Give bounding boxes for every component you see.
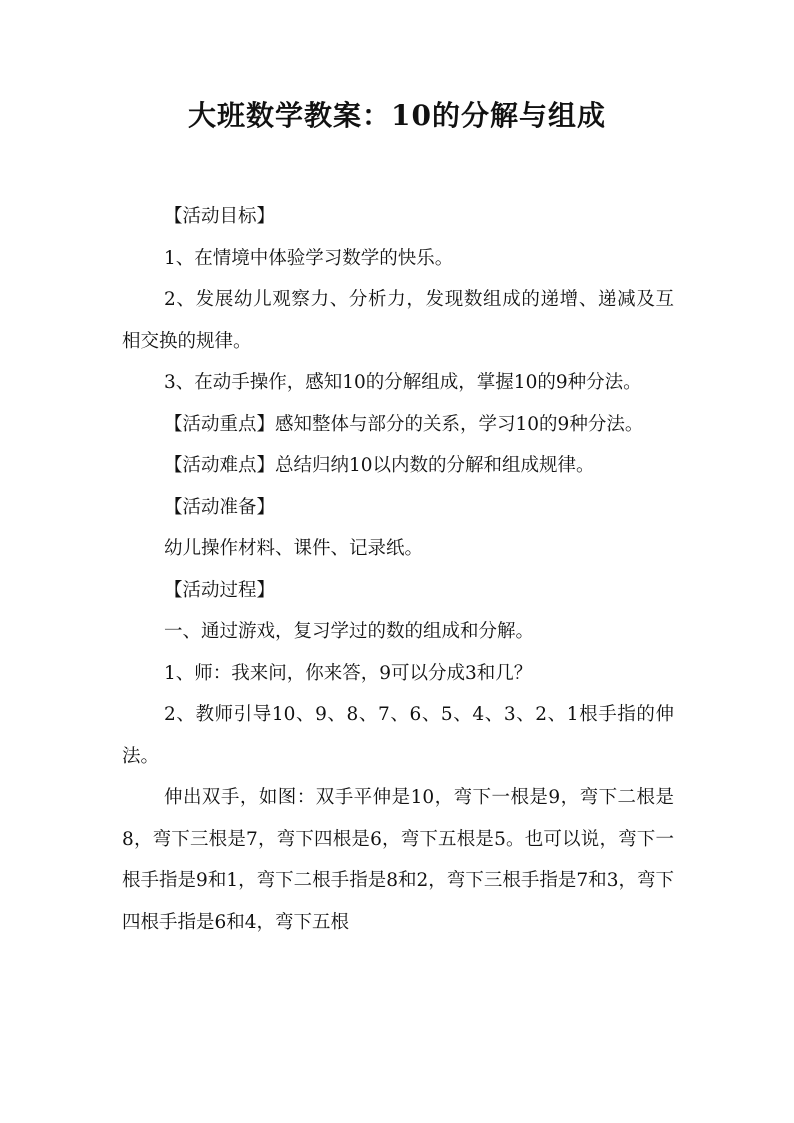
document-body — [122, 196, 674, 943]
paragraph-activity-goals-heading: 【活动目标】 — [164, 206, 276, 227]
paragraph-process-substep-2: 2、教师引导10、9、8、7、6、5、4、3、2、1根手指的伸法。 — [122, 704, 674, 767]
paragraph-preparation: 幼儿操作材料、课件、记录纸。 — [164, 538, 424, 559]
paragraph-preparation-heading: 【活动准备】 — [164, 496, 276, 518]
paragraph-goal-1: 1、在情境中体验学习数学的快乐。 — [164, 247, 454, 269]
paragraph-key-point: 【活动重点】感知整体与部分的关系，学习10的9种分法。 — [164, 413, 644, 435]
paragraph-hand-explanation: 伸出双手，如图：双手平伸是10，弯下一根是9，弯下二根是8，弯下三根是7，弯下四根是6，弯下五根是5。也可以说，弯下一根手指是9和1，弯下二根手指是8和2，弯下三根手指是7和3，弯下四根手指是6和4，弯下五根 — [122, 787, 674, 933]
paragraph-process-heading: 【活动过程】 — [164, 579, 276, 601]
paragraph-difficulty: 【活动难点】总结归纳10以内数的分解和组成规律。 — [164, 455, 595, 476]
paragraph-process-step-1: 一、通过游戏，复习学过的数的组成和分解。 — [164, 621, 535, 642]
paragraph-goal-2: 2、发展幼儿观察力、分析力，发现数组成的递增、递减及互相交换的规律。 — [122, 289, 674, 352]
document-title: 大班数学教案：10的分解与组成 — [188, 99, 606, 132]
paragraph-goal-3: 3、在动手操作，感知10的分解组成，掌握10的9种分法。 — [164, 372, 642, 393]
paragraph-process-substep-1: 1、师：我来问，你来答，9可以分成3和几？ — [164, 662, 533, 684]
